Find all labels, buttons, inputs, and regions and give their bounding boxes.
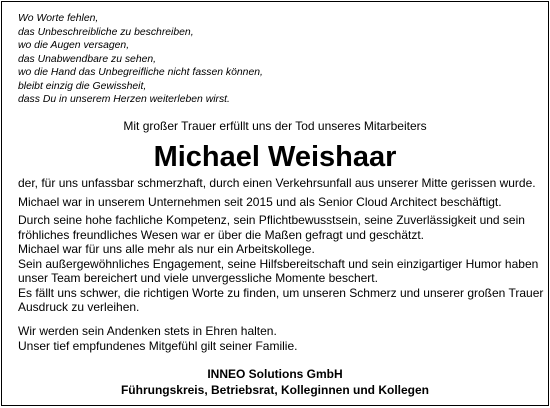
- company-name: INNEO Solutions GmbH: [207, 367, 343, 381]
- poem-line: das Unbeschreibliche zu beschreiben,: [18, 26, 194, 38]
- body-line: unser Team bereichert und viele unvergessliche Momente beschert.: [18, 271, 378, 285]
- body-paragraph: der, für uns unfassbar schmerzhaft, durch einen Verkehrsunfall aus unserer Mitte gerissen wurde.: [18, 176, 536, 190]
- poem-line: das Unabwendbare zu sehen,: [18, 53, 157, 65]
- poem-line: wo die Augen versagen,: [18, 40, 130, 51]
- body-line: Sein außergewöhnliches Engagement, seine Hilfsbereitschaft und sein einzigartiger Humor haben: [18, 256, 539, 271]
- closing-line: Unser tief empfundenes Mitgefühl gilt seiner Familie.: [18, 338, 298, 353]
- intro-text: Mit großer Trauer erfüllt uns der Tod unseres Mitarbeiters: [123, 119, 427, 133]
- body-line: fröhliches freundliches Wesen war er über die Maßen gefragt und geschätzt.: [18, 227, 424, 242]
- poem-line: Wo Worte fehlen,: [18, 13, 99, 24]
- body-text: [18, 176, 543, 315]
- closing-line: Wir werden sein Andenken stets in Ehren halten.: [18, 324, 277, 338]
- body-paragraph: Michael war in unserem Unternehmen seit 2015 und als Senior Cloud Architect beschäftigt.: [18, 194, 502, 209]
- body-paragraph: Michael war für uns alle mehr als nur ein Arbeitskollege.: [18, 242, 315, 256]
- closing-text: [18, 324, 297, 353]
- body-line: Es fällt uns schwer, die richtigen Worte zu finden, um unseren Schmerz und unserer großen Trauer: [18, 285, 544, 300]
- deceased-name: Michael Weishaar: [153, 141, 397, 173]
- body-line: Durch seine hohe fachliche Kompetenz, sein Pflichtbewusstsein, seine Zuverlässigkeit und sein: [18, 213, 525, 227]
- poem-line: wo die Hand das Unbegreifliche nicht fassen können,: [18, 67, 263, 78]
- obituary-notice: [1, 1, 549, 406]
- signatory-groups: Führungskreis, Betriebsrat, Kolleginnen und Kollegen: [120, 383, 430, 397]
- poem-line: dass Du in unserem Herzen weiterleben wirst.: [18, 94, 230, 105]
- body-line: Ausdruck zu verleihen.: [18, 300, 140, 314]
- signature-block: [2, 366, 548, 398]
- poem-line: bleibt einzig die Gewissheit,: [18, 80, 147, 92]
- poem: [18, 12, 263, 107]
